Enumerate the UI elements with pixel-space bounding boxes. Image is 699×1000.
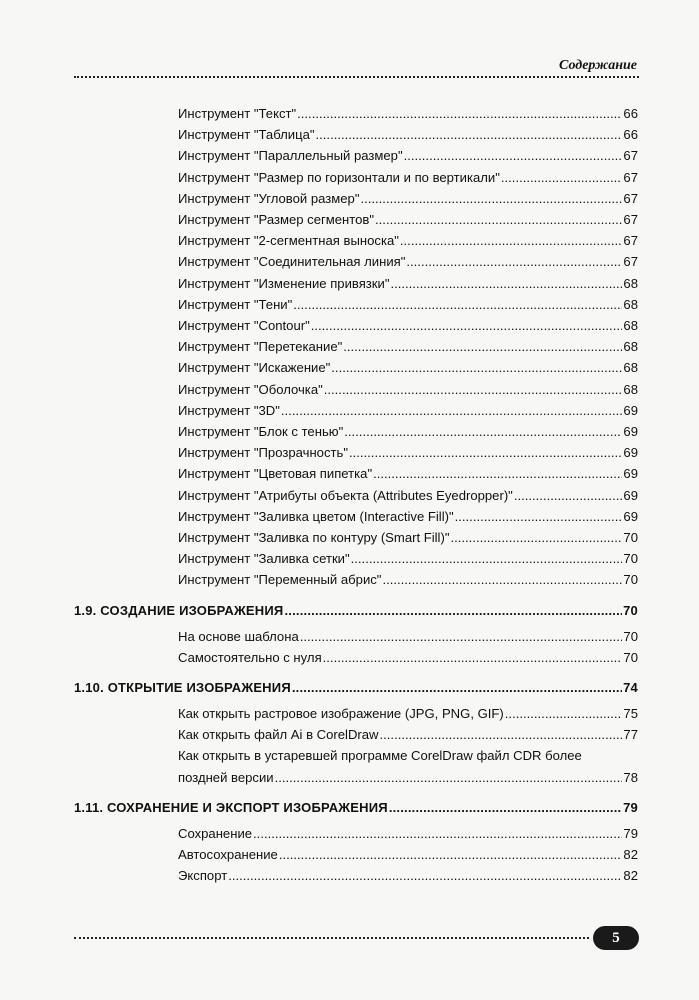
dot-leader — [311, 315, 623, 336]
toc-entry-page: 70 — [623, 551, 638, 567]
header-dotted-rule — [74, 76, 639, 78]
toc-entry[interactable] — [74, 379, 638, 400]
dot-leader — [514, 485, 623, 506]
toc-entry[interactable] — [74, 251, 638, 272]
running-title: Содержание — [559, 58, 637, 73]
toc-entry[interactable] — [74, 844, 638, 865]
toc-entry-title: Инструмент "Размер по горизонтали и по вертикали" — [178, 169, 500, 185]
dot-leader — [375, 209, 622, 230]
toc-entry[interactable] — [74, 647, 638, 668]
toc-entry[interactable] — [74, 357, 638, 378]
toc-entry-page: 69 — [623, 508, 638, 524]
toc-entry-title: Инструмент "2-сегментная выноска" — [178, 233, 399, 249]
section-page: 70 — [623, 602, 638, 618]
toc-entry[interactable] — [74, 527, 638, 548]
toc-entry-page: 69 — [623, 445, 638, 461]
dot-leader — [331, 357, 622, 378]
toc-entry[interactable] — [74, 703, 638, 724]
toc-entry-title: Инструмент "Таблица" — [178, 127, 315, 143]
dot-leader — [300, 626, 623, 647]
toc-entry-title: Сохранение — [178, 825, 253, 841]
toc-entry[interactable] — [74, 823, 638, 844]
toc-entry[interactable] — [74, 400, 638, 421]
dot-leader — [292, 677, 622, 699]
dot-leader — [389, 797, 622, 819]
dot-leader — [505, 703, 623, 724]
toc-entry[interactable] — [74, 315, 638, 336]
toc-entry-title: Как открыть растровое изображение (JPG, PNG, GIF) — [178, 706, 504, 722]
toc-entry-title: Инструмент "3D" — [178, 402, 280, 418]
dot-leader — [323, 647, 623, 668]
toc-entry-title: Инструмент "Перетекание" — [178, 339, 343, 355]
page-number-badge: 5 — [593, 926, 639, 950]
toc-entry-page: 79 — [623, 825, 638, 841]
dot-leader — [501, 167, 623, 188]
toc-entry[interactable] — [74, 273, 638, 294]
dot-leader — [360, 188, 622, 209]
dot-leader — [228, 865, 622, 886]
toc-entry[interactable] — [74, 167, 638, 188]
toc-entry-page: 69 — [623, 424, 638, 440]
toc-entry-title: Инструмент "Параллельный размер" — [178, 148, 403, 164]
toc-entry-page: 69 — [623, 487, 638, 503]
toc-entry-page: 67 — [623, 254, 638, 270]
table-of-contents — [74, 103, 638, 887]
toc-entry[interactable] — [74, 745, 638, 787]
toc-entry-page: 67 — [623, 169, 638, 185]
toc-entry[interactable] — [74, 506, 638, 527]
toc-entry-title: Инструмент "Тени" — [178, 296, 293, 312]
dot-leader — [380, 724, 623, 745]
section-title: 1.10. ОТКРЫТИЕ ИЗОБРАЖЕНИЯ — [74, 680, 291, 696]
toc-entry[interactable] — [74, 336, 638, 357]
toc-entry-title: Экспорт — [178, 868, 228, 884]
toc-entry[interactable] — [74, 865, 638, 886]
dot-leader — [324, 379, 623, 400]
toc-entry-page: 70 — [623, 530, 638, 546]
toc-entry-title: Инструмент "Заливка сетки" — [178, 551, 350, 567]
toc-entry-title: Инструмент "Соединительная линия" — [178, 254, 406, 270]
toc-entry-page: 75 — [623, 706, 638, 722]
toc-entry[interactable] — [74, 188, 638, 209]
toc-entry-page: 68 — [623, 360, 638, 376]
section-page: 74 — [623, 680, 638, 696]
toc-entry-title: Инструмент "Переменный абрис" — [178, 572, 382, 588]
toc-entry-page: 68 — [623, 275, 638, 291]
toc-entry-title: Автосохранение — [178, 847, 278, 863]
toc-entry[interactable] — [74, 463, 638, 484]
toc-entry[interactable] — [74, 421, 638, 442]
dot-leader — [400, 230, 623, 251]
toc-entry-page: 82 — [623, 868, 638, 884]
toc-entry[interactable] — [74, 145, 638, 166]
dot-leader — [406, 251, 622, 272]
dot-leader — [284, 600, 622, 622]
toc-entry-page: 77 — [623, 727, 638, 743]
toc-entry[interactable] — [74, 626, 638, 647]
dot-leader — [455, 506, 623, 527]
toc-entry[interactable] — [74, 485, 638, 506]
toc-entry-page: 68 — [623, 381, 638, 397]
toc-entry-page: 67 — [623, 212, 638, 228]
toc-section-1-11[interactable] — [74, 797, 638, 819]
toc-entry-page: 68 — [623, 339, 638, 355]
toc-entry-title: Как открыть файл Ai в CorelDraw — [178, 727, 379, 743]
toc-entry[interactable] — [74, 548, 638, 569]
toc-entry-page: 69 — [623, 402, 638, 418]
dot-leader — [297, 103, 622, 124]
dot-leader — [349, 442, 622, 463]
toc-entry[interactable] — [74, 209, 638, 230]
toc-entry-title: Инструмент "Искажение" — [178, 360, 331, 376]
dot-leader — [275, 767, 623, 788]
toc-entry[interactable] — [74, 294, 638, 315]
toc-entry-page: 70 — [623, 572, 638, 588]
toc-entry-title: Инструмент "Изменение привязки" — [178, 275, 390, 291]
toc-section-1-10[interactable] — [74, 677, 638, 699]
dot-leader — [279, 844, 623, 865]
toc-entry-page: 67 — [623, 190, 638, 206]
toc-entry[interactable] — [74, 230, 638, 251]
dot-leader — [351, 548, 623, 569]
dot-leader — [450, 527, 622, 548]
toc-entry-page: 69 — [623, 466, 638, 482]
toc-entry-page: 67 — [623, 148, 638, 164]
dot-leader — [293, 294, 622, 315]
toc-entry-title: Инструмент "Угловой размер" — [178, 190, 360, 206]
toc-entry-line2 — [178, 767, 638, 788]
toc-entry[interactable] — [74, 124, 638, 145]
toc-entry-title: Самостоятельно с нуля — [178, 649, 322, 665]
toc-entry-page: 66 — [623, 127, 638, 143]
section-page: 79 — [623, 799, 638, 815]
toc-entry-title: Инструмент "Блок с тенью" — [178, 424, 344, 440]
toc-entry-title: Инструмент "Заливка по контуру (Smart Fill)" — [178, 530, 450, 546]
toc-entry-page: 82 — [623, 847, 638, 863]
dot-leader — [343, 336, 622, 357]
toc-entry-title-line1: Как открыть в устаревшей программе CorelDraw файл CDR более — [178, 748, 582, 764]
toc-entry-title: Инструмент "Прозрачность" — [178, 445, 348, 461]
toc-section-1-9[interactable] — [74, 600, 638, 622]
toc-entry-page: 68 — [623, 296, 638, 312]
footer-dotted-rule — [74, 937, 589, 939]
toc-entry-page: 70 — [623, 628, 638, 644]
toc-entry-page: 67 — [623, 233, 638, 249]
toc-entry-title: Инструмент "Цветовая пипетка" — [178, 466, 373, 482]
toc-entry-title-line2: поздней версии — [178, 769, 274, 785]
toc-entry-title: Инструмент "Атрибуты объекта (Attributes Eyedropper)" — [178, 487, 513, 503]
toc-entry-title: Инструмент "Заливка цветом (Interactive Fill)" — [178, 508, 454, 524]
dot-leader — [344, 421, 622, 442]
toc-group-tools — [74, 103, 638, 591]
toc-entry[interactable] — [74, 442, 638, 463]
toc-entry-title: Инструмент "Текст" — [178, 106, 297, 121]
toc-entry-page: 66 — [623, 106, 638, 121]
dot-leader — [382, 569, 622, 590]
toc-entry[interactable] — [74, 103, 638, 124]
toc-entry-title: На основе шаблона — [178, 628, 299, 644]
dot-leader — [281, 400, 623, 421]
toc-entry-page: 70 — [623, 649, 638, 665]
section-title: 1.9. СОЗДАНИЕ ИЗОБРАЖЕНИЯ — [74, 602, 284, 618]
dot-leader — [404, 145, 623, 166]
dot-leader — [253, 823, 622, 844]
dot-leader — [390, 273, 622, 294]
section-title: 1.11. СОХРАНЕНИЕ И ЭКСПОРТ ИЗОБРАЖЕНИЯ — [74, 799, 388, 815]
toc-entry[interactable] — [74, 569, 638, 590]
toc-entry-title: Инструмент "Contour" — [178, 318, 310, 334]
toc-entry[interactable] — [74, 724, 638, 745]
toc-entry-title: Инструмент "Размер сегментов" — [178, 212, 375, 228]
toc-entry-page: 78 — [623, 769, 638, 785]
dot-leader — [373, 463, 622, 484]
toc-entry-title: Инструмент "Оболочка" — [178, 381, 323, 397]
toc-entry-page: 68 — [623, 318, 638, 334]
dot-leader — [316, 124, 623, 145]
